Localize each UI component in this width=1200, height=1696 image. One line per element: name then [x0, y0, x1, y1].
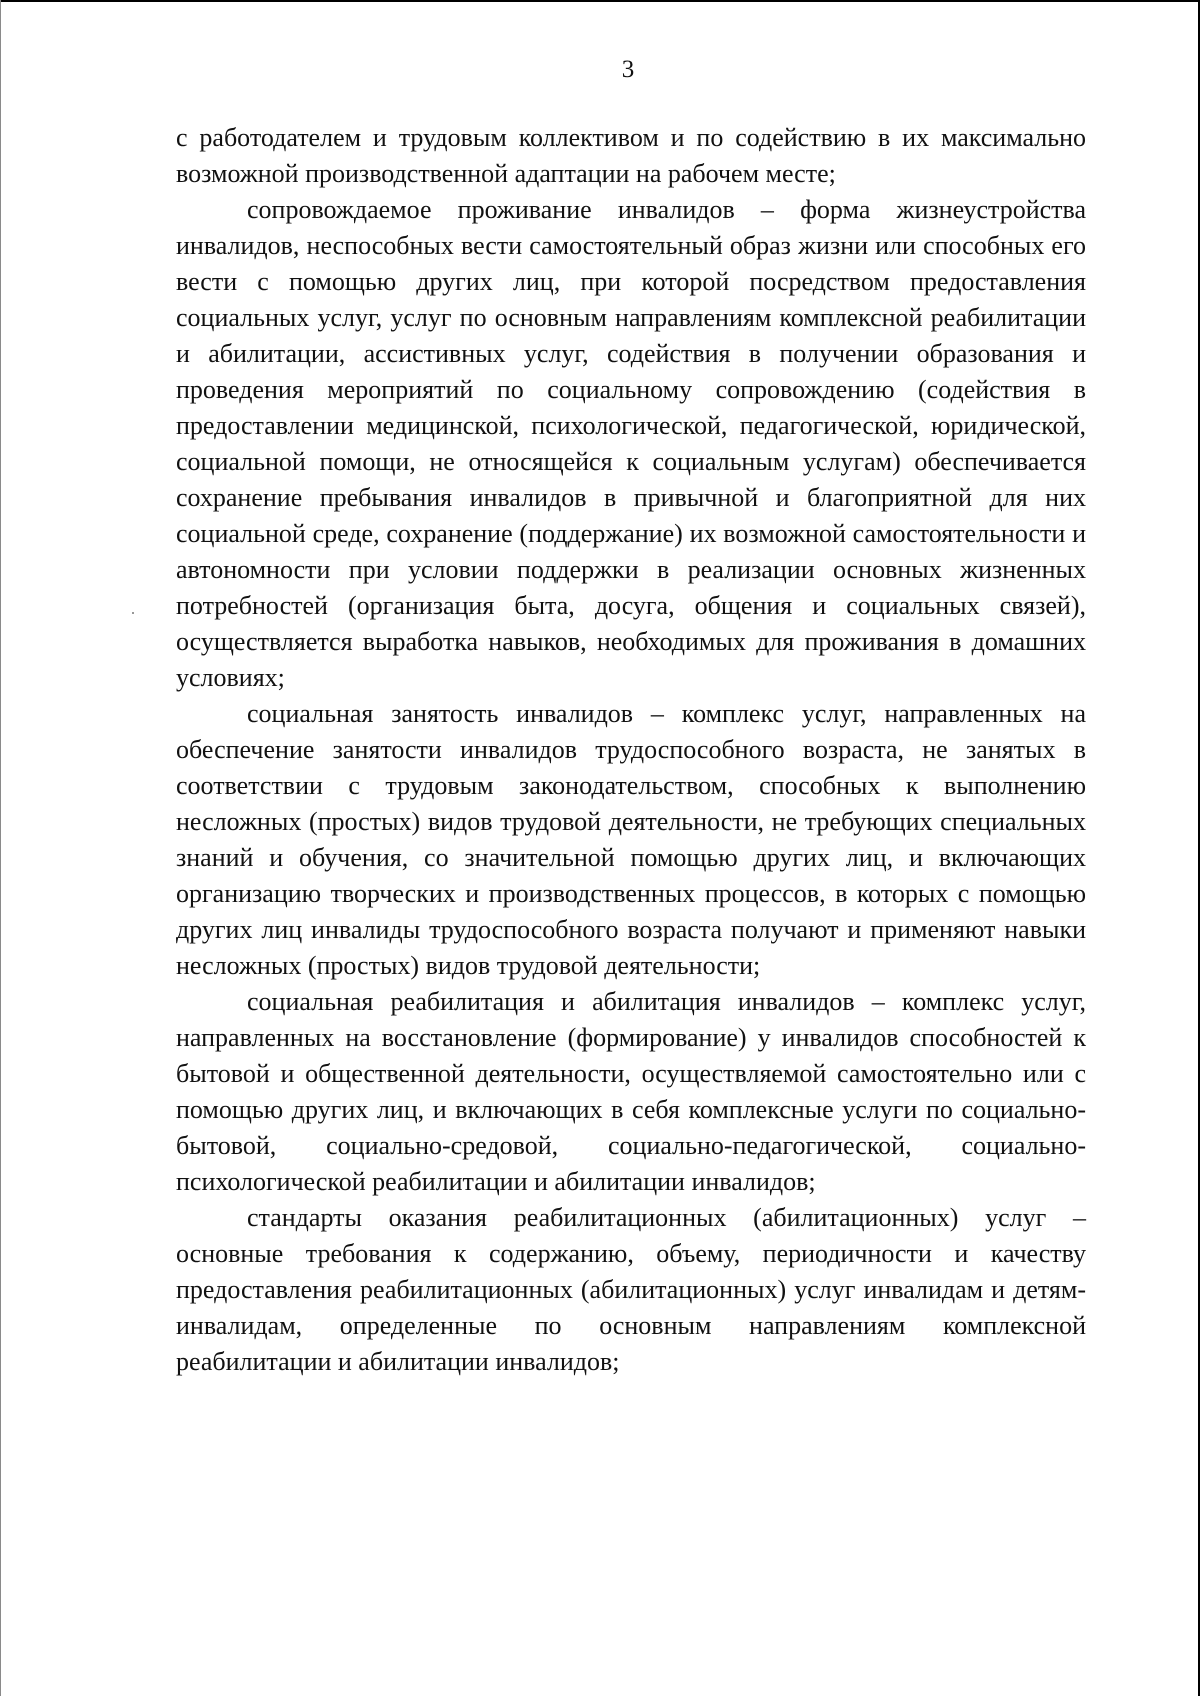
scan-speck	[132, 612, 134, 614]
scan-border-left	[0, 0, 1, 1696]
paragraph-social-employment: социальная занятость инвалидов – комплекс услуг, направленных на обеспечение занятости инвалидов трудоспособного возраста, не занятых в соответствии с трудовым законодательством, способных к выполнению несложных (простых) видов трудовой деятельности, не требующих специальных знаний и обучения, со значительной помощью других лиц, и включающих организацию творческих и производственных процессов, в которых с помощью других лиц инвалиды трудоспособного возраста получают и применяют навыки несложных (простых) видов трудовой деятельности;	[176, 699, 1086, 980]
document-body	[176, 120, 1086, 1380]
paragraph-social-rehabilitation: социальная реабилитация и абилитация инвалидов – комплекс услуг, направленных на восстановление (формирование) у инвалидов способностей к бытовой и общественной деятельности, осуществляемой самостоятельно или с помощью других лиц, и включающих в себя комплексные услуги по социально-бытовой, социально-средовой, социально-педагогической, социально-психологической реабилитации и абилитации инвалидов;	[176, 987, 1086, 1196]
page-number: 3	[621, 56, 635, 83]
paragraph-service-standards: стандарты оказания реабилитационных (абилитационных) услуг – основные требования к содержанию, объему, периодичности и качеству предоставления реабилитационных (абилитационных) услуг инвалидам и детям-инвалидам, определенные по основным направлениям комплексной реабилитации и абилитации инвалидов;	[176, 1203, 1086, 1376]
paragraph-continuation: с работодателем и трудовым коллективом и по содействию в их максимально возможной производственной адаптации на рабочем месте;	[176, 123, 1086, 188]
paragraph-supported-living: сопровождаемое проживание инвалидов – форма жизнеустройства инвалидов, неспособных вести самостоятельный образ жизни или способных его вести с помощью других лиц, при которой посредством предоставления социальных услуг, услуг по основным направлениям комплексной реабилитации и абилитации, ассистивных услуг, содействия в получении образования и проведения мероприятий по социальному сопровождению (содействия в предоставлении медицинской, психологической, педагогической, юридической, социальной помощи, не относящейся к социальным услугам) обеспечивается сохранение пребывания инвалидов в привычной и благоприятной для них социальной среде, сохранение (поддержание) их возможной самостоятельности и автономности при условии поддержки в реализации основных жизненных потребностей (организация быта, досуга, общения и социальных связей), осуществляется выработка навыков, необходимых для проживания в домашних условиях;	[176, 195, 1086, 692]
scan-border-top	[0, 0, 1200, 2]
